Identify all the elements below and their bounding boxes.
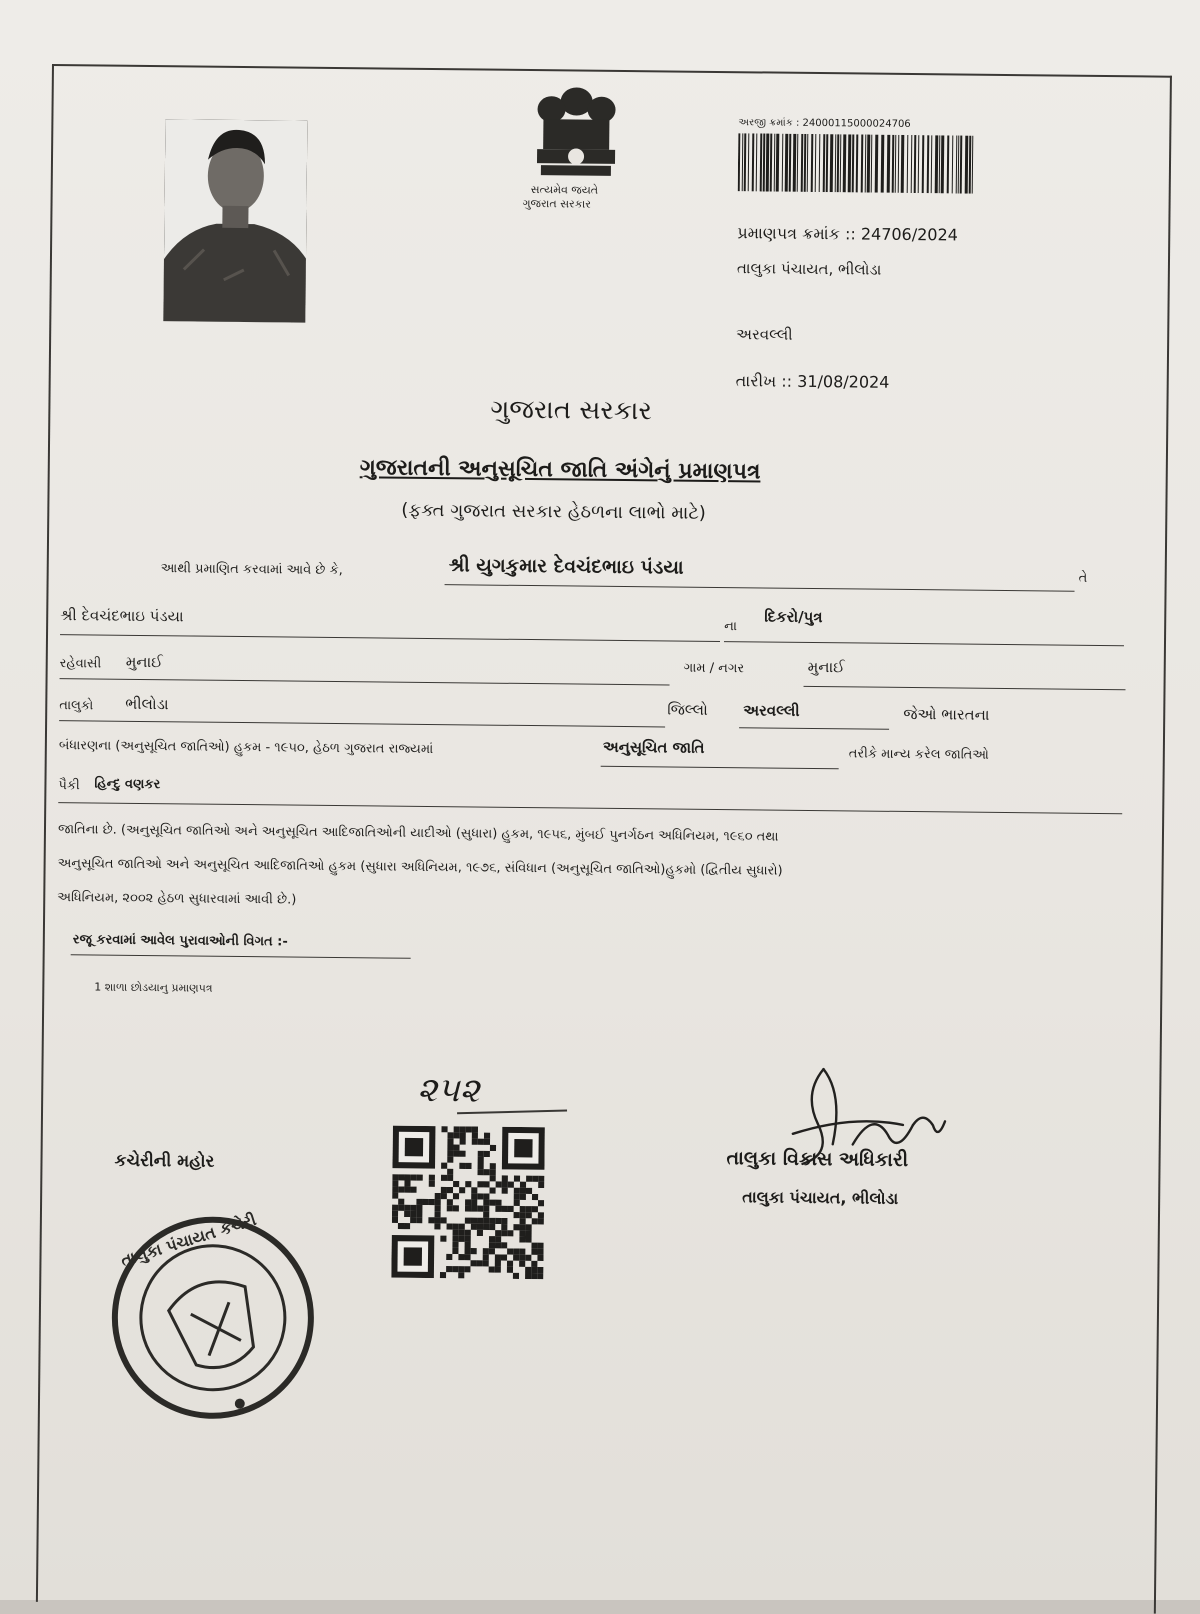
village-value: મુનાઈ xyxy=(807,657,845,677)
district-label: જિલ્લો xyxy=(667,700,708,719)
taluka-label: તાલુકો xyxy=(59,698,94,714)
applicant-photo xyxy=(163,119,307,322)
office-seal xyxy=(102,1207,324,1429)
caste-value: હિન્દુ વણકર xyxy=(94,776,161,793)
qr-code xyxy=(391,1126,545,1280)
handwritten-number: ૨૫૨ xyxy=(417,1070,568,1122)
resident-label: રહેવાસી xyxy=(59,656,102,672)
father-name: શ્રી દેવચંદભાઇ પંડયા xyxy=(60,606,184,626)
certify-prefix: આથી પ્રમાણિત કરવામાં આવે છે કે, xyxy=(160,561,343,579)
evidence-item: 1 શાળા છોડયાનુ પ્રમાણપત્ર xyxy=(94,980,213,995)
na-label: ના xyxy=(724,619,738,635)
certificate xyxy=(36,64,1172,1614)
state-emblem xyxy=(521,79,632,210)
district-header: અરવલ્લી xyxy=(736,325,793,344)
order-text: બંધારણના (અનુસૂચિત જાતિઓ) હુકમ - ૧૯૫૦, હેઠળ ગુજરાત રાજ્યમાં xyxy=(58,738,434,758)
certificate-title: ગુજરાતની અનુસૂચિત જાતિ અંગેનું પ્રમાણપત્ર xyxy=(359,455,761,485)
legal-paragraph-line-1: જાતિના છે. (અનુસૂચિત જાતિઓ અને અનુસૂચિત આદિજાતિઓની યાદીઓ (સુધારા) હુકમ, ૧૯૫૬, મુંબઈ પુનર્ગઠન અધિનિયમ, ૧૯૬૦ તથા xyxy=(57,822,779,845)
seal-text: તાલુકા પંચાયત કચેરી xyxy=(118,1209,259,1271)
applicant-name: શ્રી યુગકુમાર દેવચંદભાઇ પંડયા xyxy=(448,554,684,579)
certificate-number: પ્રમાણપત્ર ક્રમાંક :: 24706/2024 xyxy=(737,223,958,245)
issuing-office: તાલુકા પંચાયત, ભીલોડા xyxy=(736,259,882,279)
gov-heading: ગુજરાત સરકાર xyxy=(490,394,653,427)
taluka-value: ભીલોડા xyxy=(125,694,169,714)
issue-date: તારીખ :: 31/08/2024 xyxy=(735,371,890,392)
caste-prefix: પૈકી xyxy=(58,778,80,794)
legal-paragraph-line-3: અધિનિયમ, ૨૦૦૨ હેઠળ સુધારવામાં આવી છે.) xyxy=(57,890,297,908)
legal-paragraph-line-2: અનુસૂચિત જાતિઓ અને અનુસૂચિત આદિજાતિઓ હુકમ (સુધારા અધિનિયમ, ૧૯૭૬, સંવિધાન (અનુસૂચિત જાતિઓ)હુકમો (દ્વિતીય સુધારો) xyxy=(57,856,783,879)
barcode xyxy=(738,133,979,194)
recognized-text: તરીકે માન્ય કરેલ જાતિઓ xyxy=(848,746,989,763)
resident-value: મુનાઈ xyxy=(125,652,163,672)
district-value: અરવલ્લી xyxy=(743,701,800,720)
officer-title: તાલુકા વિકાસ અધિકારી xyxy=(726,1147,909,1172)
application-number: અરજી ક્રમાંક : 24000115000024706 xyxy=(738,117,911,130)
india-text: જેઓ ભારતના xyxy=(903,704,990,724)
seal-label: કચેરીની મહોર xyxy=(114,1150,215,1172)
officer-office: તાલુકા પંચાયત, ભીલોડા xyxy=(742,1187,899,1208)
name-suffix: તે xyxy=(1078,570,1088,586)
relation: દિકરો/પુત્ર xyxy=(764,607,823,627)
village-label: ગામ / નગર xyxy=(683,660,745,677)
emblem-motto: સત્યમેવ જયતે xyxy=(530,183,599,197)
emblem-gov-label: ગુજરાત સરકાર xyxy=(522,196,591,211)
evidence-heading: રજૂ કરવામાં આવેલ પુરાવાઓની વિગત :- xyxy=(72,932,288,950)
category-value: અનુસૂચિત જાતિ xyxy=(602,737,705,757)
certificate-subtitle: (ફક્ત ગુજરાત સરકાર હેઠળના લાભો માટે) xyxy=(401,499,707,524)
